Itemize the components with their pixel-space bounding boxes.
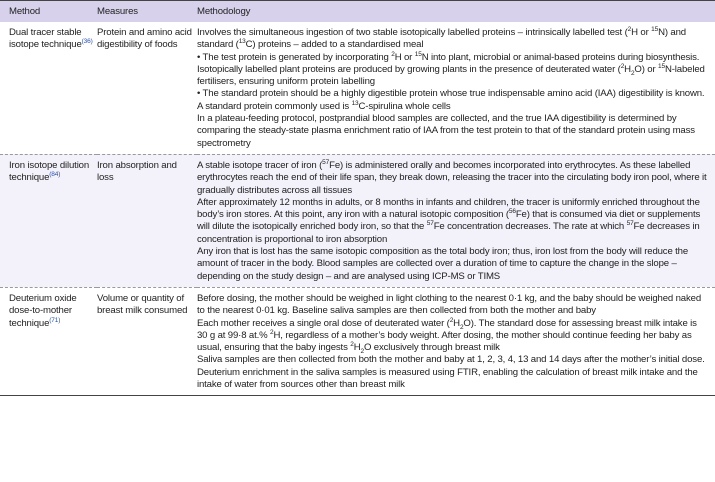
reference-link[interactable]: (36) <box>81 38 93 46</box>
superscript: 13 <box>351 99 359 107</box>
superscript: 15 <box>414 50 422 58</box>
superscript: 13 <box>238 38 246 46</box>
methodology-cell <box>197 287 715 395</box>
superscript: 2 <box>620 62 625 70</box>
method-name: Deuterium oxide dose-to-mother technique <box>9 292 77 329</box>
measures-cell: Iron absorption and loss <box>97 159 177 184</box>
table-row <box>0 287 715 395</box>
methodology-paragraph: Before dosing, the mother should be weighed in light clothing to the nearest 0·1 kg, and the baby should be weighed naked to the nearest 0·01 kg. Baseline saliva samples are then collected from both the mother and baby <box>197 292 702 317</box>
superscript: 15 <box>651 25 659 33</box>
methodology-paragraph: In a plateau-feeding protocol, postprandial blood samples are collected, and the true IAA digestibility is determined by comparing the steady-state plasma enrichment ratio of IAA from the test protein to that of the standard protein using mass spectrometry <box>197 113 695 149</box>
subscript: 2 <box>630 69 635 77</box>
method-name: Dual tracer stable isotope technique <box>9 27 82 51</box>
superscript: 57 <box>426 220 434 228</box>
superscript: 56 <box>508 207 516 215</box>
superscript: 57 <box>626 220 634 228</box>
methodology-paragraph: • The test protein is generated by incorporating $^2$H or $^{15}$N into plant, microbial or animal-based proteins during biosynthesis. Isotopically labelled plant proteins are produced by growing plants in the presence of deuterated water $(^2H_2O)$ or $^{15}$N-labeled fertilisers, ensuring uniform protein labelling <box>197 50 705 88</box>
header-methodology: Methodology <box>197 5 251 17</box>
method-cell <box>0 154 97 287</box>
methodology-paragraph: A stable isotope tracer of iron ($^{57}$Fe) is administered orally and becomes incorporated into erythrocytes. As these labelled erythrocytes reach the end of their life span, they break down, releasing the tracer into the circulating body iron pool, where it gradually distributes across all tissues <box>197 158 707 196</box>
reference-link[interactable]: (71) <box>49 316 61 324</box>
methodology-paragraph: Involves the simultaneous ingestion of two stable isotopically labelled proteins – intrinsically labelled test ($^2$H or $^{15}$N) and standard ($^{13}$C) proteins – added to a standardised meal <box>197 25 686 51</box>
methodology-cell <box>197 22 715 154</box>
measures-cell: Protein and amino acid digestibility of foods <box>97 27 192 51</box>
header-measures: Measures <box>97 5 138 17</box>
superscript: 2 <box>449 316 454 324</box>
superscript: 2 <box>627 25 632 33</box>
superscript: 2 <box>350 340 354 348</box>
methodology-paragraph: Saliva samples are then collected from both the mother and baby at 1, 2, 3, 4, 13 and 14 days after the mother’s initial dose. Deuterium enrichment in the saliva samples is measured using FTIR, enabling the calculation of breast milk intake and the intake of water from sources other than breast milk <box>197 354 705 391</box>
superscript: 2 <box>391 50 395 58</box>
methodology-paragraph: After approximately 12 months in adults, or 8 months in infants and children, the tracer is uniformly enriched throughout the body’s iron stores. At this point, any iron with a natural isotopic composition ($^{56}$Fe) that is consumed via diet or supplements will dilute the isotopically enriched body iron, so that the $^{57}$Fe concentration decreases. The rate at which $^{57}$Fe decreases in concentration is proportional to iron absorption <box>197 196 701 245</box>
methodology-paragraph: Any iron that is lost has the same isotopic composition as the total body iron; thus, iron lost from the body will reduce the amount of tracer in the body. Blood samples are collected over a duration of time to capture the change in the slope – depending on the study design – and are analysed using ICP-MS or TIMS <box>197 246 689 282</box>
subscript: 2 <box>360 348 364 356</box>
table-row <box>0 22 715 154</box>
measures-cell: Volume or quantity of breast milk consumed <box>97 292 188 317</box>
method-cell <box>0 22 97 154</box>
reference-link[interactable]: (84) <box>49 171 61 179</box>
superscript: 2 <box>270 328 274 336</box>
methodology-paragraph: Each mother receives a single oral dose of deuterated water $(^2H_2O)$. The standard dose for assessing breast milk intake is 30 g at 99·8 at.% $^2$H, regardless of a mother’s body weight. After dosing, the mother should continue feeding her baby as usual, ensuring that the baby ingests $^2H_2O$ exclusively through breast milk <box>197 316 697 356</box>
superscript: 15 <box>658 62 665 70</box>
method-cell <box>0 287 97 395</box>
methodology-paragraph: • The standard protein should be a highly digestible protein whose true indispensable amino acid (IAA) digestibility is known. A standard protein commonly used is $^{13}$C-spirulina whole cells <box>197 88 705 112</box>
subscript: 2 <box>459 323 464 331</box>
superscript: 57 <box>322 158 330 166</box>
method-name: Iron isotope dilution technique <box>9 159 90 184</box>
methodology-cell <box>197 154 715 287</box>
table-header-row <box>0 1 715 23</box>
table-row <box>0 154 715 287</box>
header-method: Method <box>9 5 41 17</box>
